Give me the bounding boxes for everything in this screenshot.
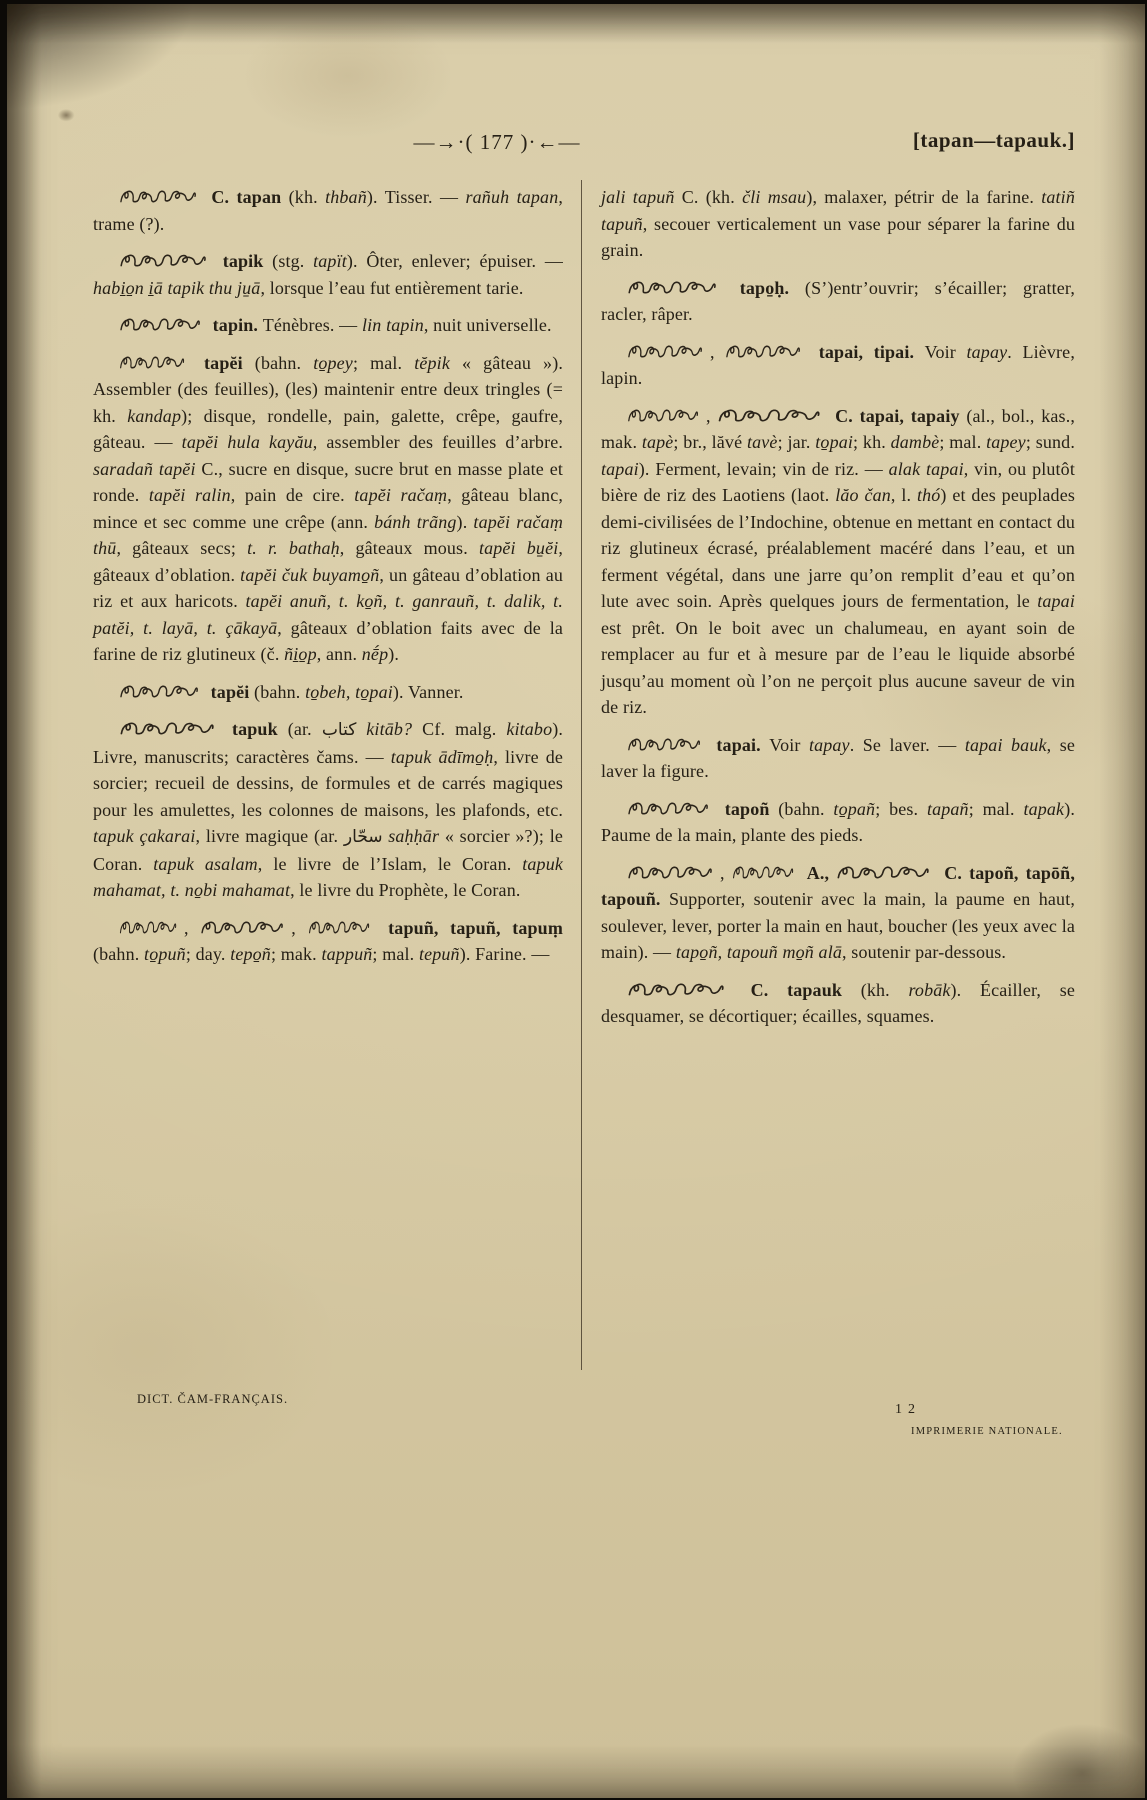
page-content <box>93 128 1075 1437</box>
text-run: , lorsque l’eau fut entièrement tarie. <box>260 277 524 298</box>
italic-term: tapuk mahamat, t. no̱bi mahamat <box>93 853 563 900</box>
text-run: ). Ôter, enlever; épuiser. — <box>346 251 563 271</box>
italic-term: tapay <box>808 734 850 755</box>
italic-term: tapĕi račaṃ <box>354 485 448 505</box>
text-run: (S’)entr’ouvrir; s’écailler; gratter, racler, râper. <box>601 277 1075 324</box>
entry-tapik <box>93 248 563 301</box>
cham-script-glyph <box>627 863 713 883</box>
italic-term: robāk <box>908 979 951 1000</box>
italic-term: saḥḥār <box>388 826 440 846</box>
italic-term: tapĕi račaṃ thū <box>93 511 563 558</box>
text-run: , nuit universelle. <box>423 315 552 335</box>
footer-imprint: IMPRIMERIE NATIONALE. <box>911 1426 1063 1437</box>
text-run: , livre de sorcier; recueil de dessins, de formules et de carrés magiques pour les amulettes, les colonnes de maisons, les plafonds, etc. <box>93 746 563 820</box>
headword: tapai. <box>708 734 770 755</box>
italic-term: tapĕi bu̱ĕi <box>478 538 559 558</box>
cham-script-glyph <box>308 918 370 938</box>
italic-term: tapè <box>641 432 674 452</box>
headword: tapin. <box>208 315 263 335</box>
cham-script-glyph <box>836 863 930 883</box>
text-run: ; mak. <box>270 944 322 964</box>
text-run: ; mal. <box>939 432 987 452</box>
headword: tapoñ <box>716 798 779 819</box>
cham-script-glyph <box>200 918 284 938</box>
text-run <box>356 719 366 739</box>
text-run: (al., bol., kas., mak. <box>601 405 1075 452</box>
text-run: ); disque, rondelle, pain, galette, crêpe, gaufre, gâteau. — <box>93 405 563 452</box>
text-columns <box>93 184 1075 1041</box>
italic-term: kandap <box>127 405 182 426</box>
italic-term: tapuk ādīmo̱ḥ <box>390 746 494 767</box>
cham-script-glyph <box>119 719 215 739</box>
italic-term: tapey <box>986 432 1026 452</box>
headword: A., <box>800 862 837 883</box>
text-run: , <box>291 917 308 938</box>
italic-term: to̱beh, to̱pai <box>305 681 393 702</box>
text-run: ). Farine. — <box>459 944 550 964</box>
text-run: ). Écailler, se desquamer, se décortiquer; écailles, squames. <box>601 979 1075 1026</box>
text-run: , soutenir par-dessous. <box>842 942 1007 962</box>
italic-term: tepo̱ñ <box>230 944 271 964</box>
cham-script-glyph <box>119 315 201 335</box>
italic-term: to̱pai <box>815 432 854 452</box>
entry-range-header: [tapan—tapauk.] <box>912 128 1075 152</box>
text-run: Voir <box>769 734 809 755</box>
headword: tapĕi <box>192 352 255 373</box>
cham-script-glyph <box>119 918 177 938</box>
text-run: , <box>706 405 718 426</box>
cham-script-glyph <box>119 187 197 207</box>
entry-tapon-supporter <box>601 860 1075 966</box>
left-column <box>93 184 563 1041</box>
footer-signature-mark: 12 <box>895 1402 921 1417</box>
text-run: ; bes. <box>875 798 927 819</box>
italic-term: dambè <box>890 432 940 452</box>
entry-tapai-tipai <box>601 339 1075 392</box>
headword: C. tapan <box>204 187 289 207</box>
text-run: , gâteaux mous. <box>339 538 479 558</box>
column-divider <box>581 180 582 1370</box>
cham-script-glyph <box>627 406 699 426</box>
italic-term: to̱pañ <box>833 798 876 819</box>
italic-term: to̱puñ <box>144 944 186 964</box>
text-run: , le livre de l’Islam, le Coran. <box>257 853 523 874</box>
cham-script-glyph <box>717 406 821 426</box>
text-run: ), malaxer, pétrir de la farine. <box>806 187 1042 207</box>
entry-tapin <box>93 312 563 339</box>
text-run: (bahn. <box>254 352 314 373</box>
text-run: ; sund. <box>1025 432 1075 452</box>
italic-term: tapai <box>1037 591 1075 611</box>
text-run: ). Paume de la main, plante des pieds. <box>601 798 1075 845</box>
italic-term: tavè <box>746 432 778 452</box>
headword: tapik <box>214 251 273 271</box>
text-run: est prêt. On le boit avec un chalumeau, en ayant soin de remplacer au fur et à mesure par de l’eau le liquide absorbé jusqu’au moment où l’on ne perçoit plus aucune saveur de vin de riz. <box>601 617 1075 717</box>
text-run: ). Vanner. <box>392 681 464 702</box>
italic-term: lin tapin <box>361 315 424 335</box>
text-run: Cf. malg. <box>412 719 507 739</box>
page-header <box>93 130 1075 172</box>
headword: C. tapoñ, tapōñ, tapouñ. <box>601 862 1075 909</box>
italic-term: tapĕi ralin <box>148 485 231 505</box>
text-run: Voir <box>924 341 967 362</box>
text-run: ; day. <box>185 944 231 964</box>
italic-term: alak tapai <box>888 458 964 479</box>
text-run: ). Tisser. — <box>366 187 466 207</box>
text-run: ). <box>388 644 400 664</box>
entry-tapun-continuation <box>601 184 1075 264</box>
entry-tapei-gateau <box>93 350 563 668</box>
italic-term: tapït <box>313 251 347 271</box>
text-run: . Se laver. — <box>849 734 965 755</box>
headword: tapo̱ḥ. <box>724 277 805 298</box>
text-run: , ann. <box>316 644 362 664</box>
text-run: , l. <box>890 485 917 505</box>
paper-sheet <box>7 4 1145 1798</box>
text-run: , gâteaux secs; <box>116 538 248 558</box>
text-run: , <box>184 917 201 938</box>
italic-term: thó <box>916 485 941 505</box>
text-run: (bahn. <box>254 681 306 702</box>
italic-term: kitāb? <box>366 719 413 739</box>
entry-tapauk <box>601 977 1075 1030</box>
cham-script-glyph <box>725 342 801 362</box>
cham-script-glyph <box>627 799 709 819</box>
text-run: Ténèbres. — <box>262 315 362 335</box>
text-run: « gâteau »). Assembler (des feuilles), (les) maintenir entre deux tringles (= kh. <box>93 352 563 426</box>
italic-term: tĕpik <box>414 352 450 373</box>
italic-term: t. r. bathaḥ <box>247 538 340 558</box>
text-run: (ar. <box>287 719 322 739</box>
italic-term: rañuh tapan <box>465 187 559 207</box>
text-run: , un gâteau d’oblation au riz et aux haricots. <box>93 564 563 611</box>
italic-term: ñi̱o̱p <box>284 644 317 664</box>
text-run: ). <box>456 511 474 532</box>
text-run: (bahn. <box>778 798 834 819</box>
italic-term: tatiñ tapuñ <box>601 187 1075 234</box>
headword: tapĕi <box>206 681 255 702</box>
text-run: , livre magique (ar. <box>195 826 344 846</box>
text-run: ) et des peuplades demi-civilisées de l’Indochine, obtenue en mettant en contact du riz glutineux écrasé, préalablement macéré dans l’eau, et un ferment végétal, dans une jarre qu’on remplit d’eau et qu’on lute avec soin. Après quelques jours de fermentation, le <box>601 485 1075 611</box>
text-run: ; jar. <box>777 432 816 452</box>
italic-term: tapuk asalam <box>153 853 258 874</box>
cham-script-glyph <box>119 353 185 373</box>
headword: tapai, tipai. <box>808 341 925 362</box>
cham-script-glyph <box>627 980 725 1000</box>
cham-script-glyph <box>732 863 794 883</box>
arabic-term: كتاب <box>321 720 357 740</box>
italic-term: saradañ tapĕi <box>93 458 196 479</box>
text-run: , assembler des feuilles d’arbre. <box>312 432 564 452</box>
text-run: ; mal. <box>968 798 1024 819</box>
entry-tapai-ferment <box>601 403 1075 721</box>
italic-term: jali tapuñ <box>601 187 675 207</box>
text-run: , pain de cire. <box>230 485 355 505</box>
text-run: , <box>710 341 726 362</box>
text-run: ; mal. <box>372 944 419 964</box>
italic-term: tepuñ <box>418 944 460 964</box>
italic-term: tapañ <box>926 798 969 819</box>
cham-script-glyph <box>627 278 717 298</box>
entry-tapun <box>93 915 563 968</box>
right-column <box>601 184 1075 1041</box>
text-run: ; br., lăvé <box>673 432 747 452</box>
arabic-term: سحّار <box>343 827 383 847</box>
italic-term: kitabo <box>506 719 553 739</box>
text-run: ). Livre, manuscrits; caractères čams. — <box>93 719 564 767</box>
footer-series-title: DICT. ČAM-FRANÇAIS. <box>137 1392 289 1406</box>
cham-script-glyph <box>119 682 199 702</box>
text-run: Supporter, soutenir avec la main, la paume en haut, soulever, lever, porter la main en haut, boucher (les yeux avec la main). — <box>601 889 1075 962</box>
text-run: , <box>720 862 732 883</box>
text-run: (kh. <box>288 187 326 207</box>
cham-script-glyph <box>627 735 701 755</box>
italic-term: thbañ <box>325 187 367 207</box>
italic-term: tapĕi čuk buyamo̱ñ <box>240 564 380 585</box>
text-run: « sorcier »?); le Coran. <box>93 826 563 874</box>
italic-term: tapak <box>1023 798 1065 819</box>
text-run: , secouer verticalement un vase pour séparer la farine du grain. <box>601 213 1075 260</box>
headword: C. tapai, tapaiy <box>828 405 967 426</box>
text-run: , trame (?). <box>93 187 564 234</box>
italic-term: to̱pey <box>313 352 353 373</box>
text-run: (kh. <box>860 979 909 1000</box>
entry-tapoh <box>601 275 1075 328</box>
text-run: (bahn. <box>93 944 145 964</box>
headword: tapuk <box>222 719 288 739</box>
italic-term: bánh trãng <box>374 511 457 532</box>
cham-script-glyph <box>119 251 207 271</box>
headword: C. tapauk <box>732 979 861 1000</box>
text-run: , se laver la figure. <box>601 734 1075 781</box>
italic-term: tapo̱ñ, tapouñ mo̱ñ alā <box>675 942 842 962</box>
entry-tapan <box>93 184 563 237</box>
headword: tapuñ, tapuñ, tapuṃ <box>376 917 563 938</box>
text-run: C., sucre en disque, sucre brut en masse plate et ronde. <box>93 458 564 505</box>
entry-tapai-laver <box>601 732 1075 785</box>
text-run: (stg. <box>272 251 314 271</box>
text-run: , le livre du Prophète, le Coran. <box>290 880 521 900</box>
text-run: , gâteaux d’oblation. <box>93 538 564 585</box>
italic-term: čli msau <box>742 187 807 207</box>
italic-term: habi̱o̱n i̱ā tapik thu ju̱ā <box>93 277 261 298</box>
page-number: —→·( 177 )·←— <box>413 130 581 154</box>
text-run: ; mal. <box>352 352 415 373</box>
text-run: ; kh. <box>853 432 891 452</box>
text-run: ). Ferment, levain; vin de riz. — <box>638 458 889 479</box>
text-run: , vin, ou plutôt bière de riz des Laotiens (laot. <box>601 458 1075 505</box>
italic-term: lăo čan <box>835 485 891 505</box>
italic-term: tapai <box>601 458 639 479</box>
text-run: C. (kh. <box>674 187 743 207</box>
italic-term: tappuñ <box>321 944 373 964</box>
italic-term: tapuk çakarai <box>93 826 196 846</box>
italic-term: tapĕi anuñ, t. ko̱ñ, t. ganrauñ, t. dalik, t. patĕi, t. layā, t. çākayā <box>93 591 563 638</box>
text-run: , gâteau blanc, mince et sec comme une crêpe (ann. <box>93 485 563 532</box>
italic-term: tapay <box>966 341 1008 362</box>
italic-term: tapĕi hula kayău <box>181 432 313 452</box>
italic-term: nḗp <box>361 644 389 664</box>
text-run: . Lièvre, lapin. <box>601 341 1075 388</box>
italic-term: tapai bauk <box>964 734 1047 755</box>
entry-tapon-paume <box>601 796 1075 849</box>
text-run: , gâteaux d’oblation faits avec de la farine de riz glutineux (č. <box>93 617 563 664</box>
entry-tapuk <box>93 716 563 904</box>
entry-tapei-vanner <box>93 679 563 706</box>
cham-script-glyph <box>627 342 703 362</box>
